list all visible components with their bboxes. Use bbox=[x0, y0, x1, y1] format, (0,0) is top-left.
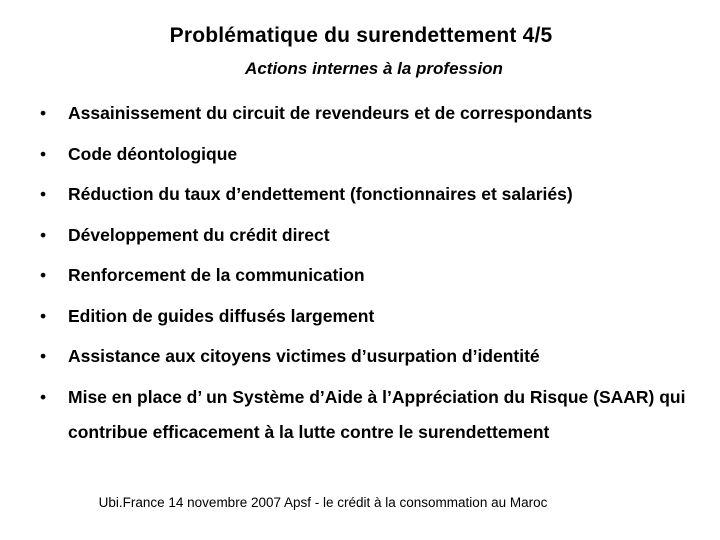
bullet-icon: • bbox=[40, 265, 47, 285]
bullet-text: Code déontologique bbox=[68, 143, 238, 164]
bullet-text: Réduction du taux d’endettement (fonctionnaires et salariés) bbox=[68, 184, 573, 204]
bullet-icon: • bbox=[40, 103, 47, 123]
bullet-text: Renforcement de la communication bbox=[68, 265, 365, 285]
bullet-list bbox=[40, 100, 700, 464]
list-item bbox=[40, 380, 700, 450]
list-item bbox=[40, 343, 700, 369]
bullet-text: Développement du crédit direct bbox=[68, 224, 330, 245]
footer-text: Ubi.France 14 novembre 2007 Apsf - le crédit à la consommation au Maroc bbox=[98, 495, 548, 510]
bullet-text: Assainissement du circuit de revendeurs et de correspondants bbox=[68, 103, 593, 123]
list-item bbox=[40, 181, 700, 207]
list-item bbox=[40, 262, 700, 288]
bullet-text: Mise en place d’ un Système d’Aide à l’Appréciation du Risque (SAAR) qui contribue efficacement à la lutte contre le surendettement bbox=[68, 386, 686, 442]
list-item bbox=[40, 222, 700, 248]
list-item bbox=[40, 141, 700, 167]
bullet-icon: • bbox=[40, 184, 47, 204]
slide-footer bbox=[0, 495, 720, 510]
bullet-icon: • bbox=[40, 143, 47, 164]
slide-title bbox=[0, 24, 720, 48]
slide-title-text: Problématique du surendettement 4/5 bbox=[169, 24, 553, 47]
bullet-icon: • bbox=[40, 224, 47, 245]
bullet-icon: • bbox=[40, 305, 47, 326]
bullet-text: Assistance aux citoyens victimes d’usurpation d’identité bbox=[68, 346, 540, 366]
bullet-icon: • bbox=[40, 346, 47, 366]
list-item bbox=[40, 100, 700, 126]
bullet-text: Edition de guides diffusés largement bbox=[68, 305, 375, 326]
slide-subtitle-text: Actions internes à la profession bbox=[245, 59, 503, 78]
bullet-icon: • bbox=[40, 386, 47, 407]
slide-subtitle bbox=[0, 59, 720, 79]
list-item bbox=[40, 303, 700, 329]
